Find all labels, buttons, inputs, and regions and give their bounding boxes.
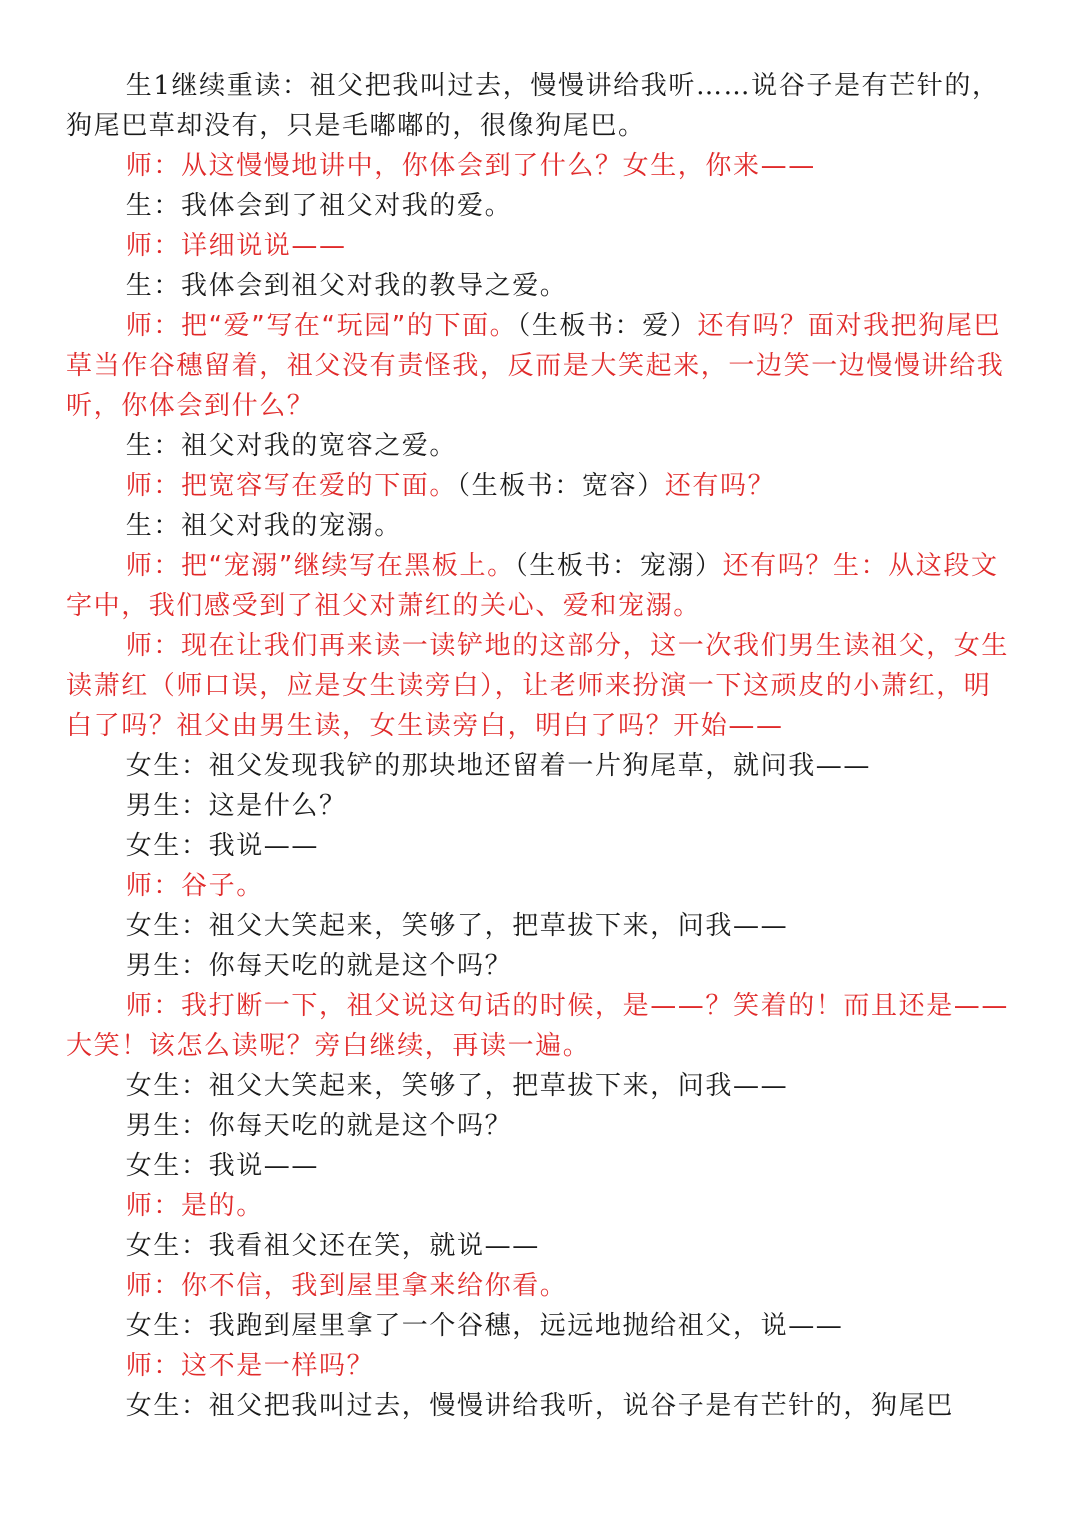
teacher-line [66, 546, 1014, 626]
student-line: 生：我体会到祖父对我的教导之爱。 [125, 271, 568, 301]
teacher-speech: 师：把宽容写在爱的下面。 [125, 471, 457, 501]
teacher-speech: 还有吗？生：从这段文字中，我们感受到了祖父对萧红的关心、爱和宠溺。 [66, 551, 999, 621]
student-line: 生：祖父对我的宽容之爱。 [125, 431, 457, 461]
student-line: 生：祖父对我的宠溺。 [125, 511, 402, 541]
student-line: 女生：我看祖父还在笑，就说—— [125, 1231, 540, 1261]
teacher-line: 师：谷子。 [125, 871, 264, 901]
board-writing-note: （生板书：宽容） [457, 471, 665, 501]
board-writing-note: （生板书：宠溺） [514, 551, 723, 581]
teacher-line: 师：是的。 [125, 1191, 264, 1221]
student-line: 女生：祖父大笑起来，笑够了，把草拔下来，问我—— [125, 1071, 789, 1101]
student-line: 男生：你每天吃的就是这个吗？ [125, 1111, 513, 1141]
teacher-line [66, 466, 1014, 506]
student-line: 女生：祖父发现我铲的那块地还留着一片狗尾草，就问我—— [125, 751, 871, 781]
student-line: 女生：我说—— [125, 1151, 319, 1181]
teacher-line [66, 306, 1014, 426]
student-line: 女生：祖父大笑起来，笑够了，把草拔下来，问我—— [125, 911, 789, 941]
student-line: 生1继续重读：祖父把我叫过去，慢慢讲给我听……说谷子是有芒针的，狗尾巴草却没有，只是毛嘟嘟的，很像狗尾巴。 [66, 71, 1000, 141]
teacher-line: 师：你不信，我到屋里拿来给你看。 [125, 1271, 568, 1301]
teacher-line: 师：我打断一下，祖父说这句话的时候，是——？笑着的！而且还是——大笑！该怎么读呢？旁白继续，再读一遍。 [66, 991, 1009, 1061]
student-line: 女生：我说—— [125, 831, 319, 861]
document-page [66, 66, 1014, 1426]
teacher-speech: 还有吗？面对我把狗尾巴草当作谷穗留着，祖父没有责怪我，反而是大笑起来，一边笑一边慢慢讲给我听，你体会到什么？ [66, 311, 1005, 421]
teacher-speech: 师：把“宠溺”继续写在黑板上。 [125, 551, 515, 581]
student-line: 女生：祖父把我叫过去，慢慢讲给我听，说谷子是有芒针的，狗尾巴 [125, 1391, 954, 1421]
teacher-line: 师：这不是一样吗？ [125, 1351, 375, 1381]
student-line: 男生：你每天吃的就是这个吗？ [125, 951, 513, 981]
student-line: 生：我体会到了祖父对我的爱。 [125, 191, 513, 221]
teacher-speech: 师：把“爱”写在“玩园”的下面。 [125, 311, 518, 341]
teacher-line: 师：从这慢慢地讲中，你体会到了什么？女生，你来—— [125, 151, 816, 181]
teacher-line: 师：现在让我们再来读一读铲地的这部分，这一次我们男生读祖父，女生读萧红（师口误，应是女生读旁白），让老师来扮演一下这顽皮的小萧红，明白了吗？祖父由男生读，女生读旁白，明白了吗？开始—— [66, 631, 1009, 741]
student-line: 女生：我跑到屋里拿了一个谷穗，远远地抛给祖父，说—— [125, 1311, 844, 1341]
board-writing-note: （生板书：爱） [517, 311, 698, 341]
teacher-line: 师：详细说说—— [125, 231, 347, 261]
teacher-speech: 还有吗？ [664, 471, 776, 501]
student-line: 男生：这是什么？ [125, 791, 347, 821]
